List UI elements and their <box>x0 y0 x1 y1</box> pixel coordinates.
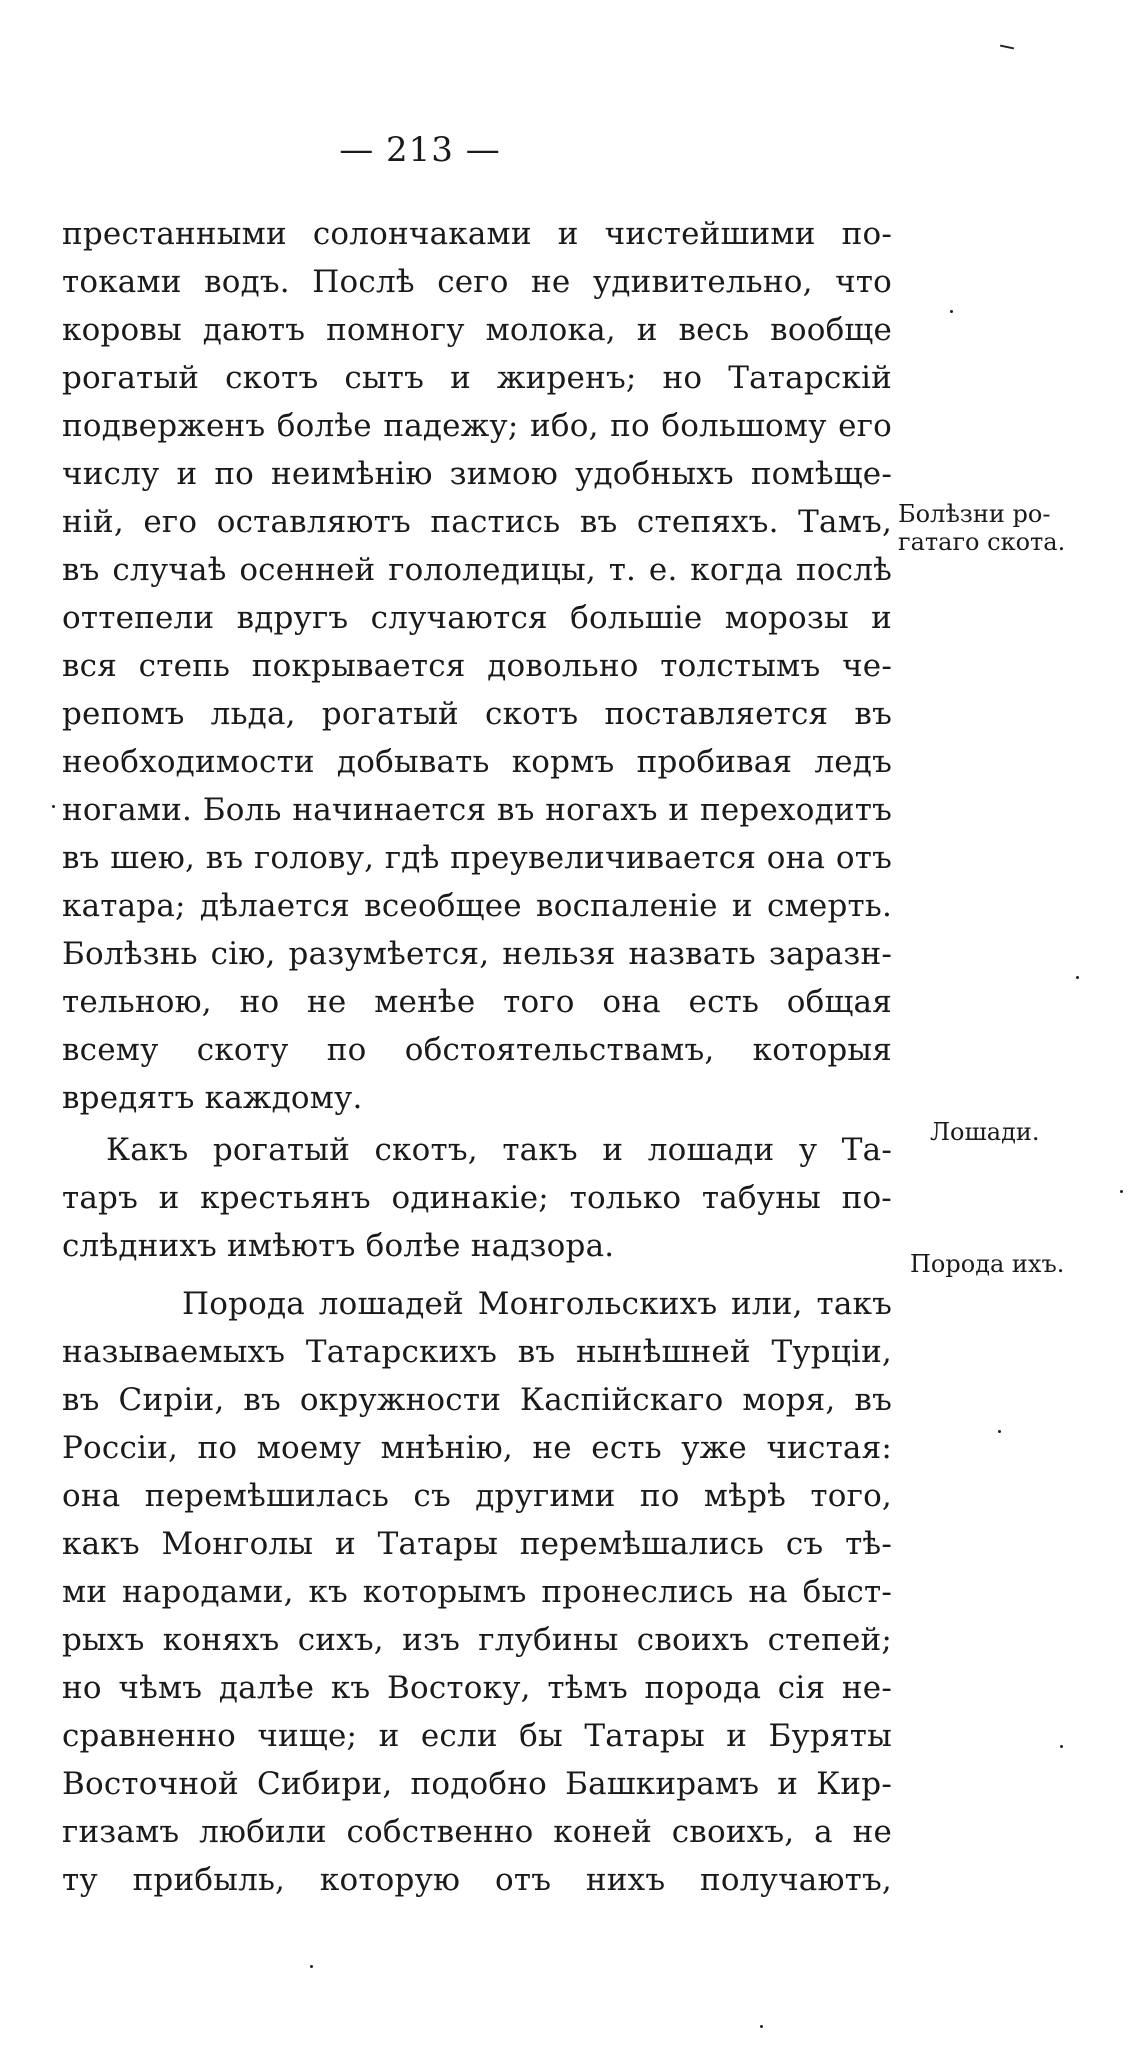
page-number: — 213 — <box>339 130 501 170</box>
text-line: токами водъ. Послѣ сего не удивительно, что <box>62 264 892 300</box>
scan-mark <box>1000 45 1014 50</box>
text-line: Какъ рогатый скотъ, такъ и лошади у Та- <box>106 1132 892 1168</box>
marginal-note-horses: Лошади. <box>930 1118 1040 1146</box>
text-line: престанными солончаками и чистейшими по- <box>62 216 892 252</box>
text-line: Болѣзнь сію, разумѣется, нельзя назвать заразн- <box>62 936 892 972</box>
text-line: рыхъ коняхъ сихъ, изъ глубины своихъ степей; <box>62 1622 892 1658</box>
body-text <box>62 210 892 1904</box>
text-line: Россіи, по моему мнѣнію, не есть уже чистая: <box>62 1430 892 1466</box>
text-line: она перемѣшилась съ другими по мѣрѣ того, <box>62 1478 892 1514</box>
text-line: необходимости добывать кормъ пробивая ледъ <box>62 744 892 780</box>
text-line: гизамъ любили собственно коней своихъ, а не <box>62 1814 892 1850</box>
text-line: ній, его оставляютъ пастись въ степяхъ. Тамъ, <box>62 504 892 540</box>
text-line: репомъ льда, рогатый скотъ поставляется въ <box>62 696 892 732</box>
scan-speck <box>52 805 55 808</box>
text-line: въ шею, въ голову, гдѣ преувеличивается она отъ <box>62 840 892 876</box>
text-line: тельною, но не менѣе того она есть общая <box>62 984 892 1020</box>
text-line: слѣднихъ имѣютъ болѣе надзора. <box>62 1228 615 1264</box>
marginal-note-diseases <box>898 500 1065 556</box>
text-line: вредятъ каждому. <box>62 1080 363 1116</box>
text-line: рогатый скотъ сытъ и жиренъ; но Татарскій <box>62 360 892 396</box>
text-line: катара; дѣлается всеобщее воспаленіе и смерть. <box>62 888 892 924</box>
text-line: ту прибыль, которую отъ нихъ получаютъ, <box>62 1862 892 1898</box>
scan-speck <box>1060 1745 1063 1748</box>
paragraph-1 <box>62 210 892 1122</box>
marginal-note-line: гатаго скота. <box>898 528 1066 556</box>
text-line: подверженъ болѣе падежу; ибо, по большому его <box>62 408 892 444</box>
scan-speck <box>950 310 953 313</box>
text-line: коровы даютъ помногу молока, и весь вообще <box>62 312 892 348</box>
text-line: числу и по неимѣнію зимою удобныхъ помѣще- <box>62 456 892 492</box>
scan-speck <box>1076 976 1079 979</box>
text-line: сравненно чище; и если бы Татары и Буряты <box>62 1718 892 1754</box>
marginal-note-line: Болѣзни ро- <box>898 500 1051 528</box>
paragraph-2 <box>62 1126 892 1270</box>
scan-speck <box>310 1965 313 1968</box>
text-line: Восточной Сибири, подобно Башкирамъ и Кир- <box>62 1766 892 1802</box>
text-line: ногами. Боль начинается въ ногахъ и переходитъ <box>62 792 892 828</box>
scan-speck <box>1120 1190 1123 1193</box>
paragraph-3 <box>62 1280 892 1904</box>
marginal-note-breed: Порода ихъ. <box>910 1250 1065 1278</box>
text-line: вся степь покрывается довольно толстымъ че- <box>62 648 892 684</box>
scan-speck <box>760 2025 763 2028</box>
text-line: Порода лошадей Монгольскихъ или, такъ <box>182 1286 892 1322</box>
text-line: какъ Монголы и Татары перемѣшались съ тѣ- <box>62 1526 892 1562</box>
text-line: въ случаѣ осенней гололедицы, т. е. когда послѣ <box>62 552 892 588</box>
text-line: таръ и крестьянъ одинакіе; только табуны по- <box>62 1180 892 1216</box>
text-line: въ Сиріи, въ окружности Каспійскаго моря, въ <box>62 1382 892 1418</box>
scan-speck <box>998 1430 1001 1433</box>
text-line: всему скоту по обстоятельствамъ, которыя <box>62 1032 892 1068</box>
text-line: оттепели вдругъ случаются большіе морозы и <box>62 600 892 636</box>
text-line: называемыхъ Татарскихъ въ нынѣшней Турціи, <box>62 1334 892 1370</box>
text-line: но чѣмъ далѣе къ Востоку, тѣмъ порода сія не- <box>62 1670 892 1706</box>
text-line: ми народами, къ которымъ пронеслись на быст- <box>62 1574 892 1610</box>
